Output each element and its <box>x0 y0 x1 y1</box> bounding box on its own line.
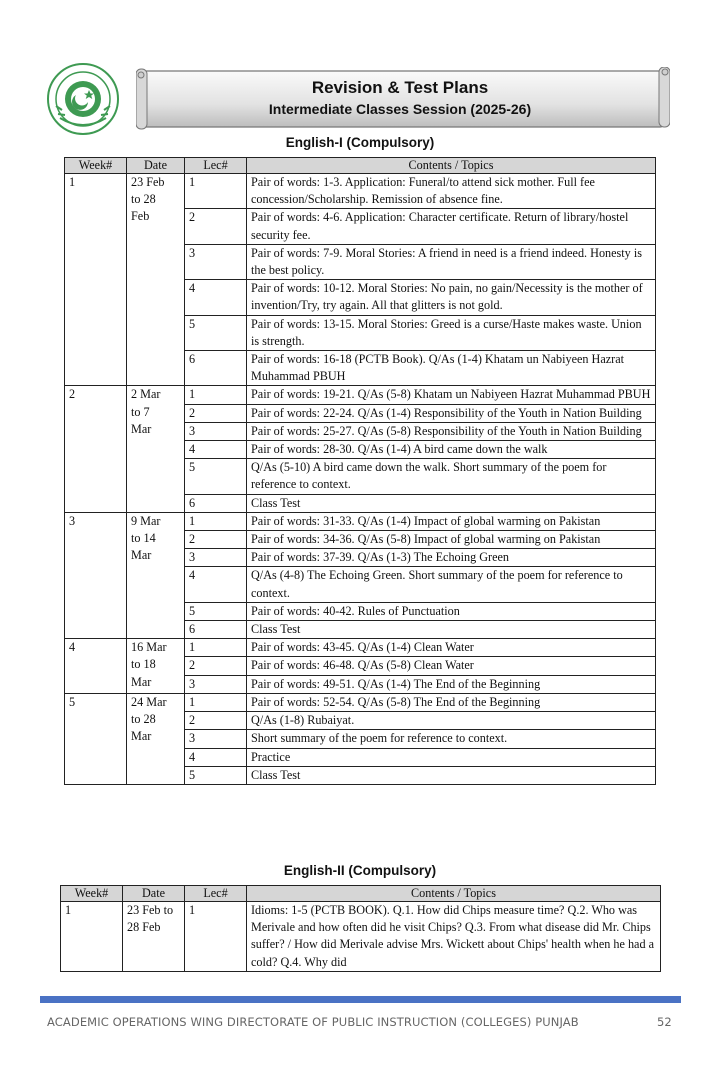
section-title-english-2: English-II (Compulsory) <box>283 863 437 878</box>
lecture-number-cell: 2 <box>185 531 247 549</box>
footer-text: ACADEMIC OPERATIONS WING DIRECTORATE OF PUBLIC INSTRUCTION (COLLEGES) PUNJAB <box>47 1015 579 1029</box>
date-cell <box>127 386 185 512</box>
english-1-plan-table <box>64 157 656 785</box>
topic-cell: Pair of words: 43-45. Q/As (1-4) Clean Water <box>247 639 656 657</box>
date-line: 2 Mar <box>131 387 161 402</box>
date-cell <box>127 693 185 784</box>
topic-cell: Pair of words: 4-6. Application: Character certificate. Return of library/hostel security fee. <box>247 209 656 244</box>
week-cell: 1 <box>65 174 127 386</box>
date-line: to 18 <box>131 657 156 672</box>
header-week: Week# <box>65 158 127 174</box>
date-cell <box>127 174 185 386</box>
date-line: Feb <box>131 209 150 224</box>
table-header-row <box>61 886 661 902</box>
lecture-number-cell: 5 <box>185 459 247 494</box>
topic-cell: Pair of words: 25-27. Q/As (5-8) Responsibility of the Youth in Nation Building <box>247 422 656 440</box>
lecture-number-cell: 5 <box>185 315 247 350</box>
lecture-number-cell: 3 <box>185 244 247 279</box>
table-row <box>65 639 656 657</box>
department-logo <box>46 62 120 136</box>
lecture-number-cell: 1 <box>185 386 247 404</box>
table-row <box>65 386 656 404</box>
week-cell: 4 <box>65 639 127 694</box>
header-lec: Lec# <box>185 158 247 174</box>
date-line: to 28 <box>131 712 156 727</box>
lecture-number-cell: 5 <box>185 766 247 784</box>
date-line: to 28 <box>131 192 156 207</box>
lecture-number-cell: 4 <box>185 441 247 459</box>
lecture-number-cell: 3 <box>185 549 247 567</box>
topic-cell: Pair of words: 7-9. Moral Stories: A friend in need is a friend indeed. Honesty is the best policy. <box>247 244 656 279</box>
date-cell <box>127 512 185 638</box>
page-number: 52 <box>657 1015 672 1029</box>
page-title: Revision & Test Plans <box>311 78 489 97</box>
lecture-number-cell: 6 <box>185 494 247 512</box>
topic-cell: Class Test <box>247 621 656 639</box>
date-line: 23 Feb to <box>127 903 174 917</box>
topic-cell: Class Test <box>247 766 656 784</box>
topic-cell: Pair of words: 22-24. Q/As (1-4) Responsibility of the Youth in Nation Building <box>247 404 656 422</box>
topic-cell: Pair of words: 37-39. Q/As (1-3) The Echoing Green <box>247 549 656 567</box>
topic-cell: Q/As (5-10) A bird came down the walk. Short summary of the poem for reference to context. <box>247 459 656 494</box>
header-contents: Contents / Topics <box>247 158 656 174</box>
lecture-number-cell: 1 <box>185 902 247 972</box>
lecture-number-cell: 3 <box>185 675 247 693</box>
topic-cell: Q/As (1-8) Rubaiyat. <box>247 712 656 730</box>
page-subtitle: Intermediate Classes Session (2025-26) <box>268 101 532 117</box>
date-line: 23 Feb <box>131 175 165 189</box>
lecture-number-cell: 6 <box>185 621 247 639</box>
lecture-number-cell: 6 <box>185 351 247 386</box>
table-header-row <box>65 158 656 174</box>
topic-cell: Practice <box>247 748 656 766</box>
date-line: Mar <box>131 674 152 689</box>
week-cell: 2 <box>65 386 127 512</box>
week-cell: 5 <box>65 693 127 784</box>
topic-cell: Pair of words: 40-42. Rules of Punctuation <box>247 602 656 620</box>
section-title-english-1: English-I (Compulsory) <box>285 135 435 150</box>
topic-cell: Idioms: 1-5 (PCTB BOOK). Q.1. How did Chips measure time? Q.2. Who was Merivale and how often did he visit Chips? Q.3. From what disease did Mr. Chips suffer? / How did Merivale advise Mrs. Wickett about Chips' health when he had a cold? Q.4. Why did <box>247 902 661 972</box>
topic-cell: Q/As (4-8) The Echoing Green. Short summary of the poem for reference to context. <box>247 567 656 602</box>
lecture-number-cell: 1 <box>185 512 247 530</box>
topic-cell: Pair of words: 1-3. Application: Funeral/to attend sick mother. Full fee concession/Scholarship. Remission of absence fine. <box>247 174 656 209</box>
table-row <box>65 174 656 209</box>
week-cell: 3 <box>65 512 127 638</box>
table-row <box>65 512 656 530</box>
date-line: Mar <box>131 729 152 744</box>
topic-cell: Pair of words: 28-30. Q/As (1-4) A bird came down the walk <box>247 441 656 459</box>
date-line: 28 Feb <box>127 920 161 935</box>
date-cell <box>127 639 185 694</box>
topic-cell: Pair of words: 34-36. Q/As (5-8) Impact of global warming on Pakistan <box>247 531 656 549</box>
lecture-number-cell: 3 <box>185 730 247 748</box>
table-row <box>61 902 661 972</box>
date-line: to 7 <box>131 404 150 419</box>
lecture-number-cell: 3 <box>185 422 247 440</box>
lecture-number-cell: 2 <box>185 209 247 244</box>
topic-cell: Pair of words: 31-33. Q/As (1-4) Impact of global warming on Pakistan <box>247 512 656 530</box>
topic-cell: Pair of words: 19-21. Q/As (5-8) Khatam un Nabiyeen Hazrat Muhammad PBUH <box>247 386 656 404</box>
date-line: 16 Mar <box>131 640 167 655</box>
footer-divider <box>40 996 681 1003</box>
table-row <box>65 693 656 711</box>
date-cell <box>123 902 185 972</box>
topic-cell: Pair of words: 10-12. Moral Stories: No pain, no gain/Necessity is the mother of invention/Try, try again. All that glitters is not gold. <box>247 280 656 315</box>
topic-cell: Pair of words: 13-15. Moral Stories: Greed is a curse/Haste makes waste. Union is strength. <box>247 315 656 350</box>
date-line: 9 Mar <box>131 513 161 528</box>
week-cell: 1 <box>61 902 123 972</box>
topic-cell: Pair of words: 49-51. Q/As (1-4) The End of the Beginning <box>247 675 656 693</box>
lecture-number-cell: 2 <box>185 657 247 675</box>
english-2-plan-table <box>60 885 661 972</box>
header-contents: Contents / Topics <box>247 886 661 902</box>
header-date: Date <box>123 886 185 902</box>
header-lec: Lec# <box>185 886 247 902</box>
lecture-number-cell: 4 <box>185 567 247 602</box>
date-line: Mar <box>131 548 152 563</box>
date-line: Mar <box>131 421 152 436</box>
topic-cell: Short summary of the poem for reference to context. <box>247 730 656 748</box>
lecture-number-cell: 1 <box>185 639 247 657</box>
lecture-number-cell: 4 <box>185 748 247 766</box>
lecture-number-cell: 5 <box>185 602 247 620</box>
lecture-number-cell: 1 <box>185 174 247 209</box>
lecture-number-cell: 2 <box>185 712 247 730</box>
date-line: to 14 <box>131 531 156 546</box>
topic-cell: Pair of words: 16-18 (PCTB Book). Q/As (1-4) Khatam un Nabiyeen Hazrat Muhammad PBUH <box>247 351 656 386</box>
lecture-number-cell: 1 <box>185 693 247 711</box>
topic-cell: Pair of words: 52-54. Q/As (5-8) The End of the Beginning <box>247 693 656 711</box>
date-line: 24 Mar <box>131 694 167 709</box>
lecture-number-cell: 4 <box>185 280 247 315</box>
lecture-number-cell: 2 <box>185 404 247 422</box>
title-banner <box>136 67 670 131</box>
topic-cell: Class Test <box>247 494 656 512</box>
topic-cell: Pair of words: 46-48. Q/As (5-8) Clean Water <box>247 657 656 675</box>
header-date: Date <box>127 158 185 174</box>
header-week: Week# <box>61 886 123 902</box>
